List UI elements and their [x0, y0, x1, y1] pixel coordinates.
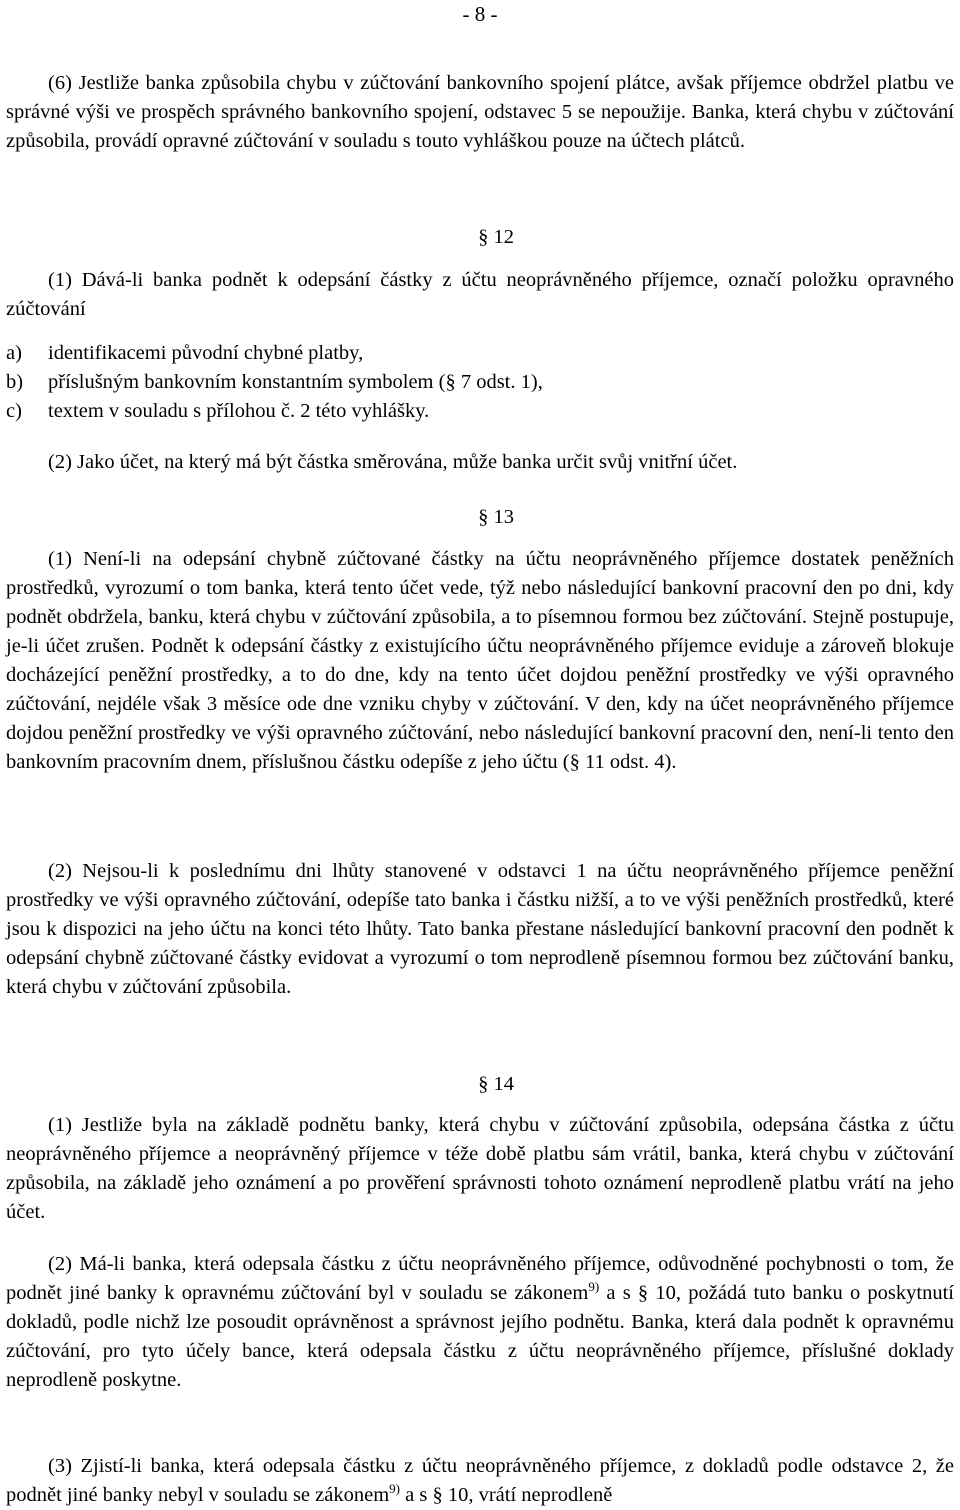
list-text: identifikacemi původní chybné platby,	[48, 342, 364, 364]
list-item-c	[6, 397, 954, 426]
paragraph-14-3	[6, 1452, 954, 1510]
list-marker: c)	[6, 400, 22, 422]
footnote-ref: 9)	[389, 1481, 400, 1496]
section-heading-12: § 12	[478, 226, 514, 248]
paragraph-14-2-text: (2) Má-li banka, která odepsala částku z účtu neoprávněného příjemce, odůvodněné pochybnosti o tom, že podnět jiné banky k opravnému zúčtování byl v souladu se zákonem	[6, 1253, 954, 1304]
paragraph-14-1: (1) Jestliže byla na základě podnětu banky, která chybu v zúčtování způsobila, odepsána částka z účtu neoprávněného příjemce a neoprávněný příjemce v téže době platbu sám vrátil, banka, která chybu v zúčtování způsobila, na základě jeho oznámení a po prověření správnosti tohoto oznámení neprodleně platbu vrátí na jeho účet.	[6, 1114, 954, 1223]
list-text: příslušným bankovním konstantním symbolem (§ 7 odst. 1),	[48, 371, 543, 393]
list-item-b	[6, 368, 954, 397]
paragraph-11-6: (6) Jestliže banka způsobila chybu v zúčtování bankovního spojení plátce, avšak příjemce obdržel platbu ve správné výši ve prospěch správného bankovního spojení, odstavec 5 se nepoužije. Banka, která chybu v zúčtování způsobila, provádí opravné zúčtování v souladu s touto vyhláškou pouze na účtech plátců.	[6, 72, 954, 152]
paragraph-14-2	[6, 1250, 954, 1395]
section-heading-13: § 13	[478, 506, 514, 528]
section-heading-14: § 14	[478, 1073, 514, 1095]
page-number: - 8 -	[462, 2, 498, 26]
list-marker: b)	[6, 371, 24, 393]
paragraph-14-2-text-cont: a s § 10, požádá tuto banku o poskytnutí dokladů, podle nichž lze posoudit oprávněnost a správnost jejího podnětu. Banka, která dala podnět k opravnému zúčtování, pro tyto účely bance, která odepsala částku z účtu neoprávněného příjemce, příslušné doklady neprodleně poskytne.	[6, 1282, 954, 1391]
list-text: textem v souladu s přílohou č. 2 této vyhlášky.	[48, 400, 430, 422]
enumeration-list	[6, 339, 954, 426]
paragraph-13-1: (1) Není-li na odepsání chybně zúčtované částky na účtu neoprávněného příjemce dostatek peněžních prostředků, vyrozumí o tom banka, která tento účet vede, týž nebo následující bankovní pracovní den po dni, kdy podnět obdržela, banku, která chybu v zúčtování způsobila, a to písemnou formou bez zúčtování. Stejně postupuje, je-li účet zrušen. Podnět k odepsání částky z existujícího účtu neoprávněného příjemce eviduje a zároveň blokuje docházející peněžní prostředky, a to do dne, kdy na tento účet dojdou peněžní prostředky ve výši opravného zúčtování, nejdéle však 3 měsíce ode dne vzniku chyby v zúčtování. V den, kdy na účet neoprávněného příjemce dojdou peněžní prostředky ve výši opravného zúčtování, nebo následující bankovní pracovní den, není-li tento den bankovním pracovním dnem, příslušnou částku odepíše z jeho účtu (§ 11 odst. 4).	[6, 548, 954, 773]
paragraph-12-2: (2) Jako účet, na který má být částka směrována, může banka určit svůj vnitřní účet.	[48, 451, 738, 473]
footnote-ref: 9)	[588, 1279, 600, 1294]
paragraph-13-2: (2) Nejsou-li k poslednímu dni lhůty stanovené v odstavci 1 na účtu neoprávněného příjemce peněžní prostředky ve výši opravného zúčtování, odepíše tato banka i částku nižší, a to ve výši peněžních prostředků, které jsou k dispozici na jeho účtu na konci této lhůty. Tato banka přestane následující bankovní pracovní den podnět k odepsání chybně zúčtované částky evidovat a vyrozumí o tom neprodleně písemnou formou bez zúčtování banku, která chybu v zúčtování způsobila.	[6, 860, 954, 998]
list-marker: a)	[6, 342, 22, 364]
paragraph-14-3-text: (3) Zjistí-li banka, která odepsala částku z účtu neoprávněného příjemce, z dokladů podle odstavce 2, že podnět jiné banky nebyl v souladu se zákonem	[6, 1455, 954, 1506]
list-item-a	[6, 339, 954, 368]
paragraph-12-1: (1) Dává-li banka podnět k odepsání částky z účtu neoprávněného příjemce, označí položku opravného zúčtování	[6, 269, 954, 320]
paragraph-14-3-text-cont: a s § 10, vrátí neprodleně	[400, 1484, 613, 1506]
